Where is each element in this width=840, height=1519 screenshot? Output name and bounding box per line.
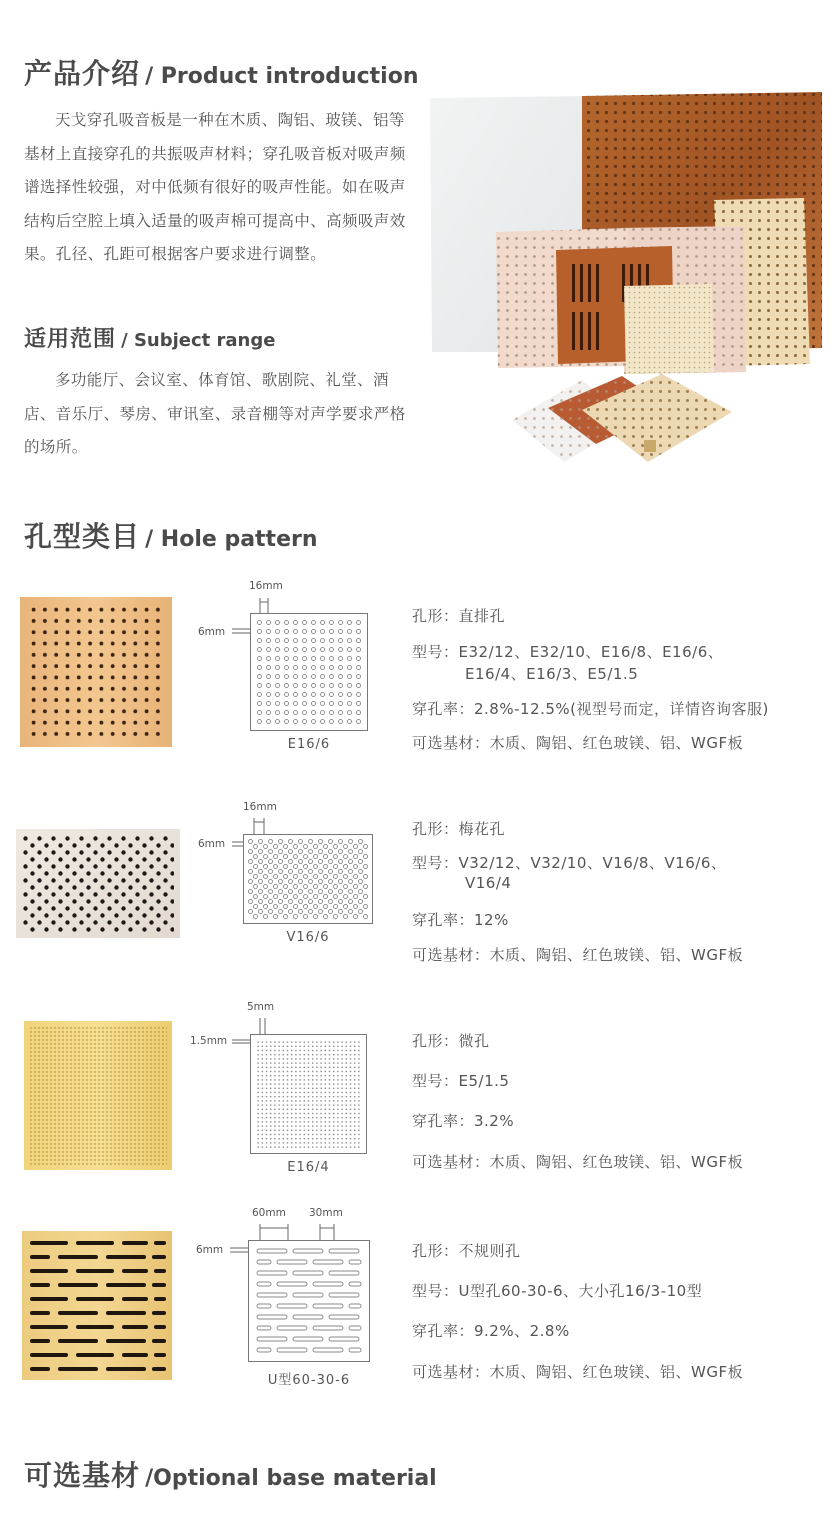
dim-top-label: 16mm bbox=[249, 580, 283, 592]
dim-top-label: 16mm bbox=[243, 801, 277, 813]
sample-photo-straight-holes bbox=[20, 597, 172, 747]
dim-side-label: 6mm bbox=[196, 1244, 224, 1256]
spec-plum: 孔形：梅花孔 型号：V32/12、V32/10、V16/8、V16/6、 V16/4 穿孔率：12% 可选基材：木质、陶铝、红色玻镁、铝、WGF板 bbox=[412, 820, 744, 964]
dim-top-label: 60mm bbox=[252, 1207, 286, 1219]
dim-top-label-2: 30mm bbox=[309, 1207, 343, 1219]
dim-side-label: 6mm bbox=[198, 626, 226, 638]
intro-heading: 产品介绍 / Product introduction bbox=[24, 57, 419, 90]
sample-photo-plum-holes bbox=[16, 829, 180, 938]
product-panels-image bbox=[422, 90, 827, 510]
sample-photo-micro-holes bbox=[24, 1021, 172, 1170]
spec-straight: 孔形：直排孔 型号：E32/12、E32/10、E16/8、E16/6、 E16/4、E16/3、E5/1.5 穿孔率：2.8%-12.5%(视型号而定，详情咨询客服) 可选基材：木质、陶铝、红色玻镁、铝、WGF板 bbox=[412, 607, 769, 752]
diagram-caption: U型60-30-6 bbox=[267, 1373, 351, 1388]
hole-diagram-plum bbox=[243, 834, 373, 924]
dim-side-label: 6mm bbox=[198, 838, 226, 850]
diagram-caption: V16/6 bbox=[286, 930, 330, 945]
diagram-caption: E16/4 bbox=[287, 1160, 330, 1175]
sample-photo-irregular-holes bbox=[22, 1231, 172, 1380]
holes-heading: 孔型类目 / Hole pattern bbox=[24, 520, 318, 553]
hole-diagram-straight bbox=[250, 613, 368, 731]
spec-irregular: 孔形：不规则孔 型号：U型孔60-30-6、大小孔16/3-10型 穿孔率：9.2%、2.8% 可选基材：木质、陶铝、红色玻镁、铝、WGF板 bbox=[412, 1242, 744, 1381]
range-paragraph: 多功能厅、会议室、体育馆、歌剧院、礼堂、酒店、音乐厅、琴房、审讯室、录音棚等对声学要求严格的场所。 bbox=[24, 371, 406, 456]
intro-paragraph: 天戈穿孔吸音板是一种在木质、陶铝、玻镁、铝等基材上直接穿孔的共振吸声材料；穿孔吸音板对吸声频谱选择性较强，对中低频有很好的吸声性能。如在吸声结构后空腔上填入适量的吸声棉可提高中、高频吸声效果。孔径、孔距可根据客户要求进行调整。 bbox=[24, 111, 406, 263]
hole-diagram-irregular bbox=[248, 1240, 370, 1362]
diagram-caption: E16/6 bbox=[287, 737, 331, 752]
spec-micro: 孔形：微孔 型号：E5/1.5 穿孔率：3.2% 可选基材：木质、陶铝、红色玻镁、铝、WGF板 bbox=[412, 1032, 744, 1171]
base-heading: 可选基材 /Optional base material bbox=[24, 1459, 437, 1492]
range-heading: 适用范围 / Subject range bbox=[24, 327, 276, 352]
hole-diagram-micro bbox=[250, 1034, 367, 1154]
dim-top-label: 5mm bbox=[247, 1001, 275, 1013]
dim-side-label: 1.5mm bbox=[190, 1035, 228, 1047]
